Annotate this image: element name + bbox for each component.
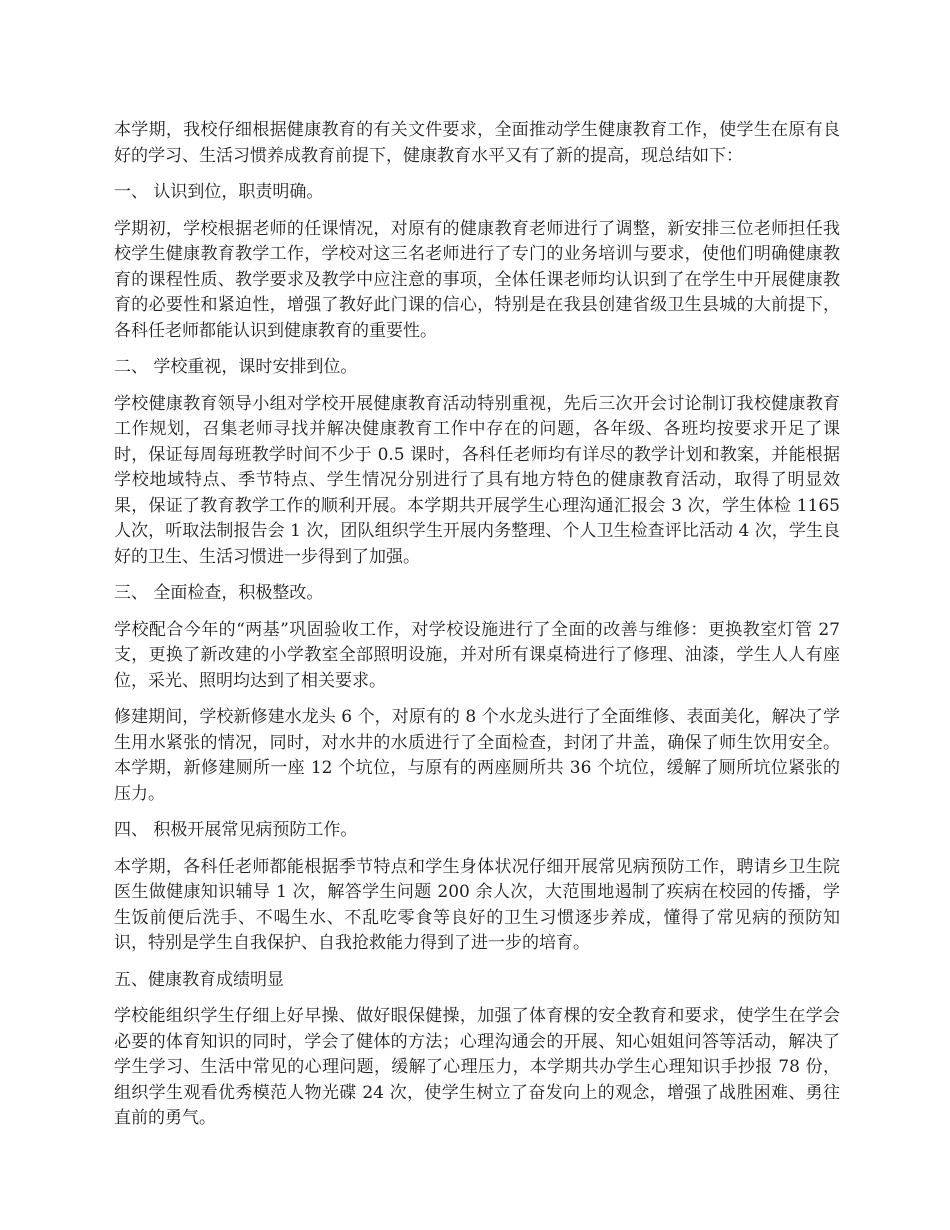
section-heading-4: 四、 积极开展常见病预防工作。 [114, 820, 358, 840]
section-3-paragraph-2: 修建期间，学校新修建水龙头 6 个，对原有的 8 个水龙头进行了全面维修、表面美化，解决了学生用水紧张的情况，同时，对水井的水质进行了全面检查，封闭了井盖，确保了师生饮用安全。本学期，新修建厕所一座 12 个坑位，与原有的两座厕所共 36 个坑位，缓解了厕所坑位紧张的压力。 [114, 707, 840, 804]
section-3-paragraph-1: 学校配合今年的“两基”巩固验收工作，对学校设施进行了全面的改善与维修：更换教室灯管 27 支，更换了新改建的小学教室全部照明设施，并对所有课桌椅进行了修理、油漆，学生人人有座位，采光、照明均达到了相关要求。 [114, 619, 840, 691]
section-heading-3: 三、 全面检查，积极整改。 [114, 583, 324, 603]
section-heading-2: 二、 学校重视，课时安排到位。 [114, 357, 358, 377]
section-heading-1: 一、 认识到位，职责明确。 [114, 182, 324, 202]
section-1-paragraph-1: 学期初，学校根据老师的任课情况，对原有的健康教育老师进行了调整，新安排三位老师担任我校学生健康教育教学工作，学校对这三名老师进行了专门的业务培训与要求，使他们明确健康教育的课程性质、教学要求及教学中应注意的事项，全体任课老师均认识到了在学生中开展健康教育的必要性和紧迫性，增强了教好此门课的信心，特别是在我县创建省级卫生县城的大前提下，各科任老师都能认识到健康教育的重要性。 [114, 218, 840, 341]
section-4-paragraph-1: 本学期，各科任老师都能根据季节特点和学生身体状况仔细开展常见病预防工作，聘请乡卫生院医生做健康知识辅导 1 次，解答学生问题 200 余人次，大范围地遏制了疾病在校园的传播，学生饭前便后洗手、不喝生水、不乱吃零食等良好的卫生习惯逐步养成，懂得了常见病的预防知识，特别是学生自我保护、自我抢救能力得到了进一步的培育。 [114, 856, 840, 953]
section-heading-5: 五、健康教育成绩明显 [114, 969, 284, 990]
section-2-paragraph-1: 学校健康教育领导小组对学校开展健康教育活动特别重视，先后三次开会讨论制订我校健康教育工作规划，召集老师寻找并解决健康教育工作中存在的问题，各年级、各班均按要求开足了课时，保证每周每班教学时间不少于 0.5 课时，各科任老师均有详尽的教学计划和教案，并能根据学校地域特点、季节特点、学生情况分别进行了具有地方特色的健康教育活动，取得了明显效果，保证了教育教学工作的顺利开展。本学期共开展学生心理沟通汇报会 3 次，学生体检 1165 人次，听取法制报告会 1 次，团队组织学生开展内务整理、个人卫生检查评比活动 4 次，学生良好的卫生、生活习惯进一步得到了加强。 [114, 393, 840, 567]
intro-paragraph: 本学期，我校仔细根据健康教育的有关文件要求，全面推动学生健康教育工作，使学生在原有良好的学习、生活习惯养成教育前提下，健康教育水平又有了新的提高，现总结如下： [114, 120, 840, 166]
document-body [114, 118, 840, 1143]
section-5-paragraph-1: 学校能组织学生仔细上好早操、做好眼保健操，加强了体育棵的安全教育和要求，使学生在学会必要的体育知识的同时，学会了健体的方法；心理沟通会的开展、知心姐姐问答等活动，解决了学生学习、生活中常见的心理问题，缓解了心理压力，本学期共办学生心理知识手抄报 78 份，组织学生观看优秀模范人物光碟 24 次，使学生树立了奋发向上的观念，增强了战胜困难、勇往直前的勇气。 [114, 1006, 840, 1128]
